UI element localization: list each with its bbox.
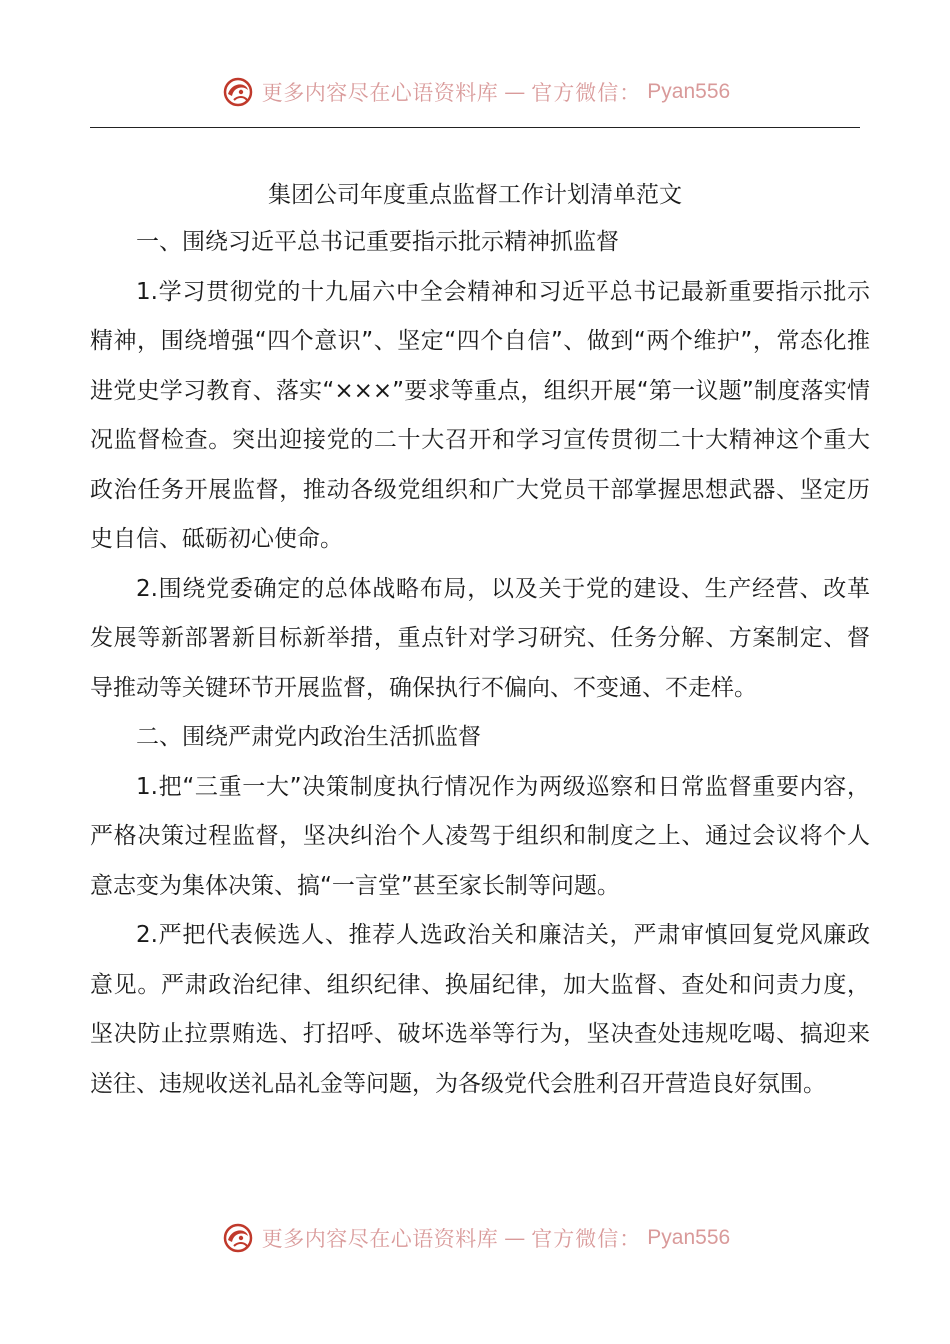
section-heading-2: 二、围绕严肃党内政治生活抓监督 <box>136 724 481 750</box>
watermark-main-text: 更多内容尽在心语资料库 <box>261 81 499 105</box>
watermark-label: 官方微信： <box>531 1227 642 1251</box>
watermark-separator: — <box>504 1226 526 1250</box>
document-body <box>90 172 870 1109</box>
footer-watermark <box>0 1218 950 1258</box>
section-heading-1: 一、围绕习近平总书记重要指示批示精神抓监督 <box>136 229 619 255</box>
section-1-paragraph-1: 1.学习贯彻党的十九届六中全会精神和习近平总书记最新重要指示批示精神，围绕增强“四个意识”、坚定“四个自信”、做到“两个维护”，常态化推进党史学习教育、落实“×××”要求等重点，组织开展“第一议题”制度落实情况监督检查。突出迎接党的二十大召开和学习宣传贯彻二十大精神这个重大政治任务开展监督，推动各级党组织和广大党员干部掌握思想武器、坚定历史自信、砥砺初心使命。 <box>90 278 870 552</box>
red-swirl-logo-icon <box>220 1220 256 1256</box>
watermark-account-id: Pyan556 <box>647 1226 731 1249</box>
section-1-paragraph-2: 2.围绕党委确定的总体战略布局，以及关于党的建设、生产经营、改革发展等新部署新目标新举措，重点针对学习研究、任务分解、方案制定、督导推动等关键环节开展监督，确保执行不偏向、不变通、不走样。 <box>90 575 870 701</box>
section-2-paragraph-2: 2.严把代表候选人、推荐人选政治关和廉洁关，严肃审慎回复党风廉政意见。严肃政治纪律、组织纪律、换届纪律，加大监督、查处和问责力度，坚决防止拉票贿选、打招呼、破坏选举等行为，坚决查处违规吃喝、搞迎来送往、违规收送礼品礼金等问题，为各级党代会胜利召开营造良好氛围。 <box>90 922 870 1097</box>
watermark-separator: — <box>504 80 526 104</box>
watermark-label: 官方微信： <box>531 81 642 105</box>
section-2-paragraph-1: 1.把“三重一大”决策制度执行情况作为两级巡察和日常监督重要内容，严格决策过程监督，坚决纠治个人凌驾于组织和制度之上、通过会议将个人意志变为集体决策、搞“一言堂”甚至家长制等问题。 <box>90 773 870 899</box>
header-watermark <box>0 72 950 112</box>
red-swirl-logo-icon <box>220 74 256 110</box>
watermark-account-id: Pyan556 <box>647 80 731 103</box>
document-title: 集团公司年度重点监督工作计划清单范文 <box>268 182 682 208</box>
watermark-main-text: 更多内容尽在心语资料库 <box>261 1227 499 1251</box>
header-divider <box>90 127 860 128</box>
